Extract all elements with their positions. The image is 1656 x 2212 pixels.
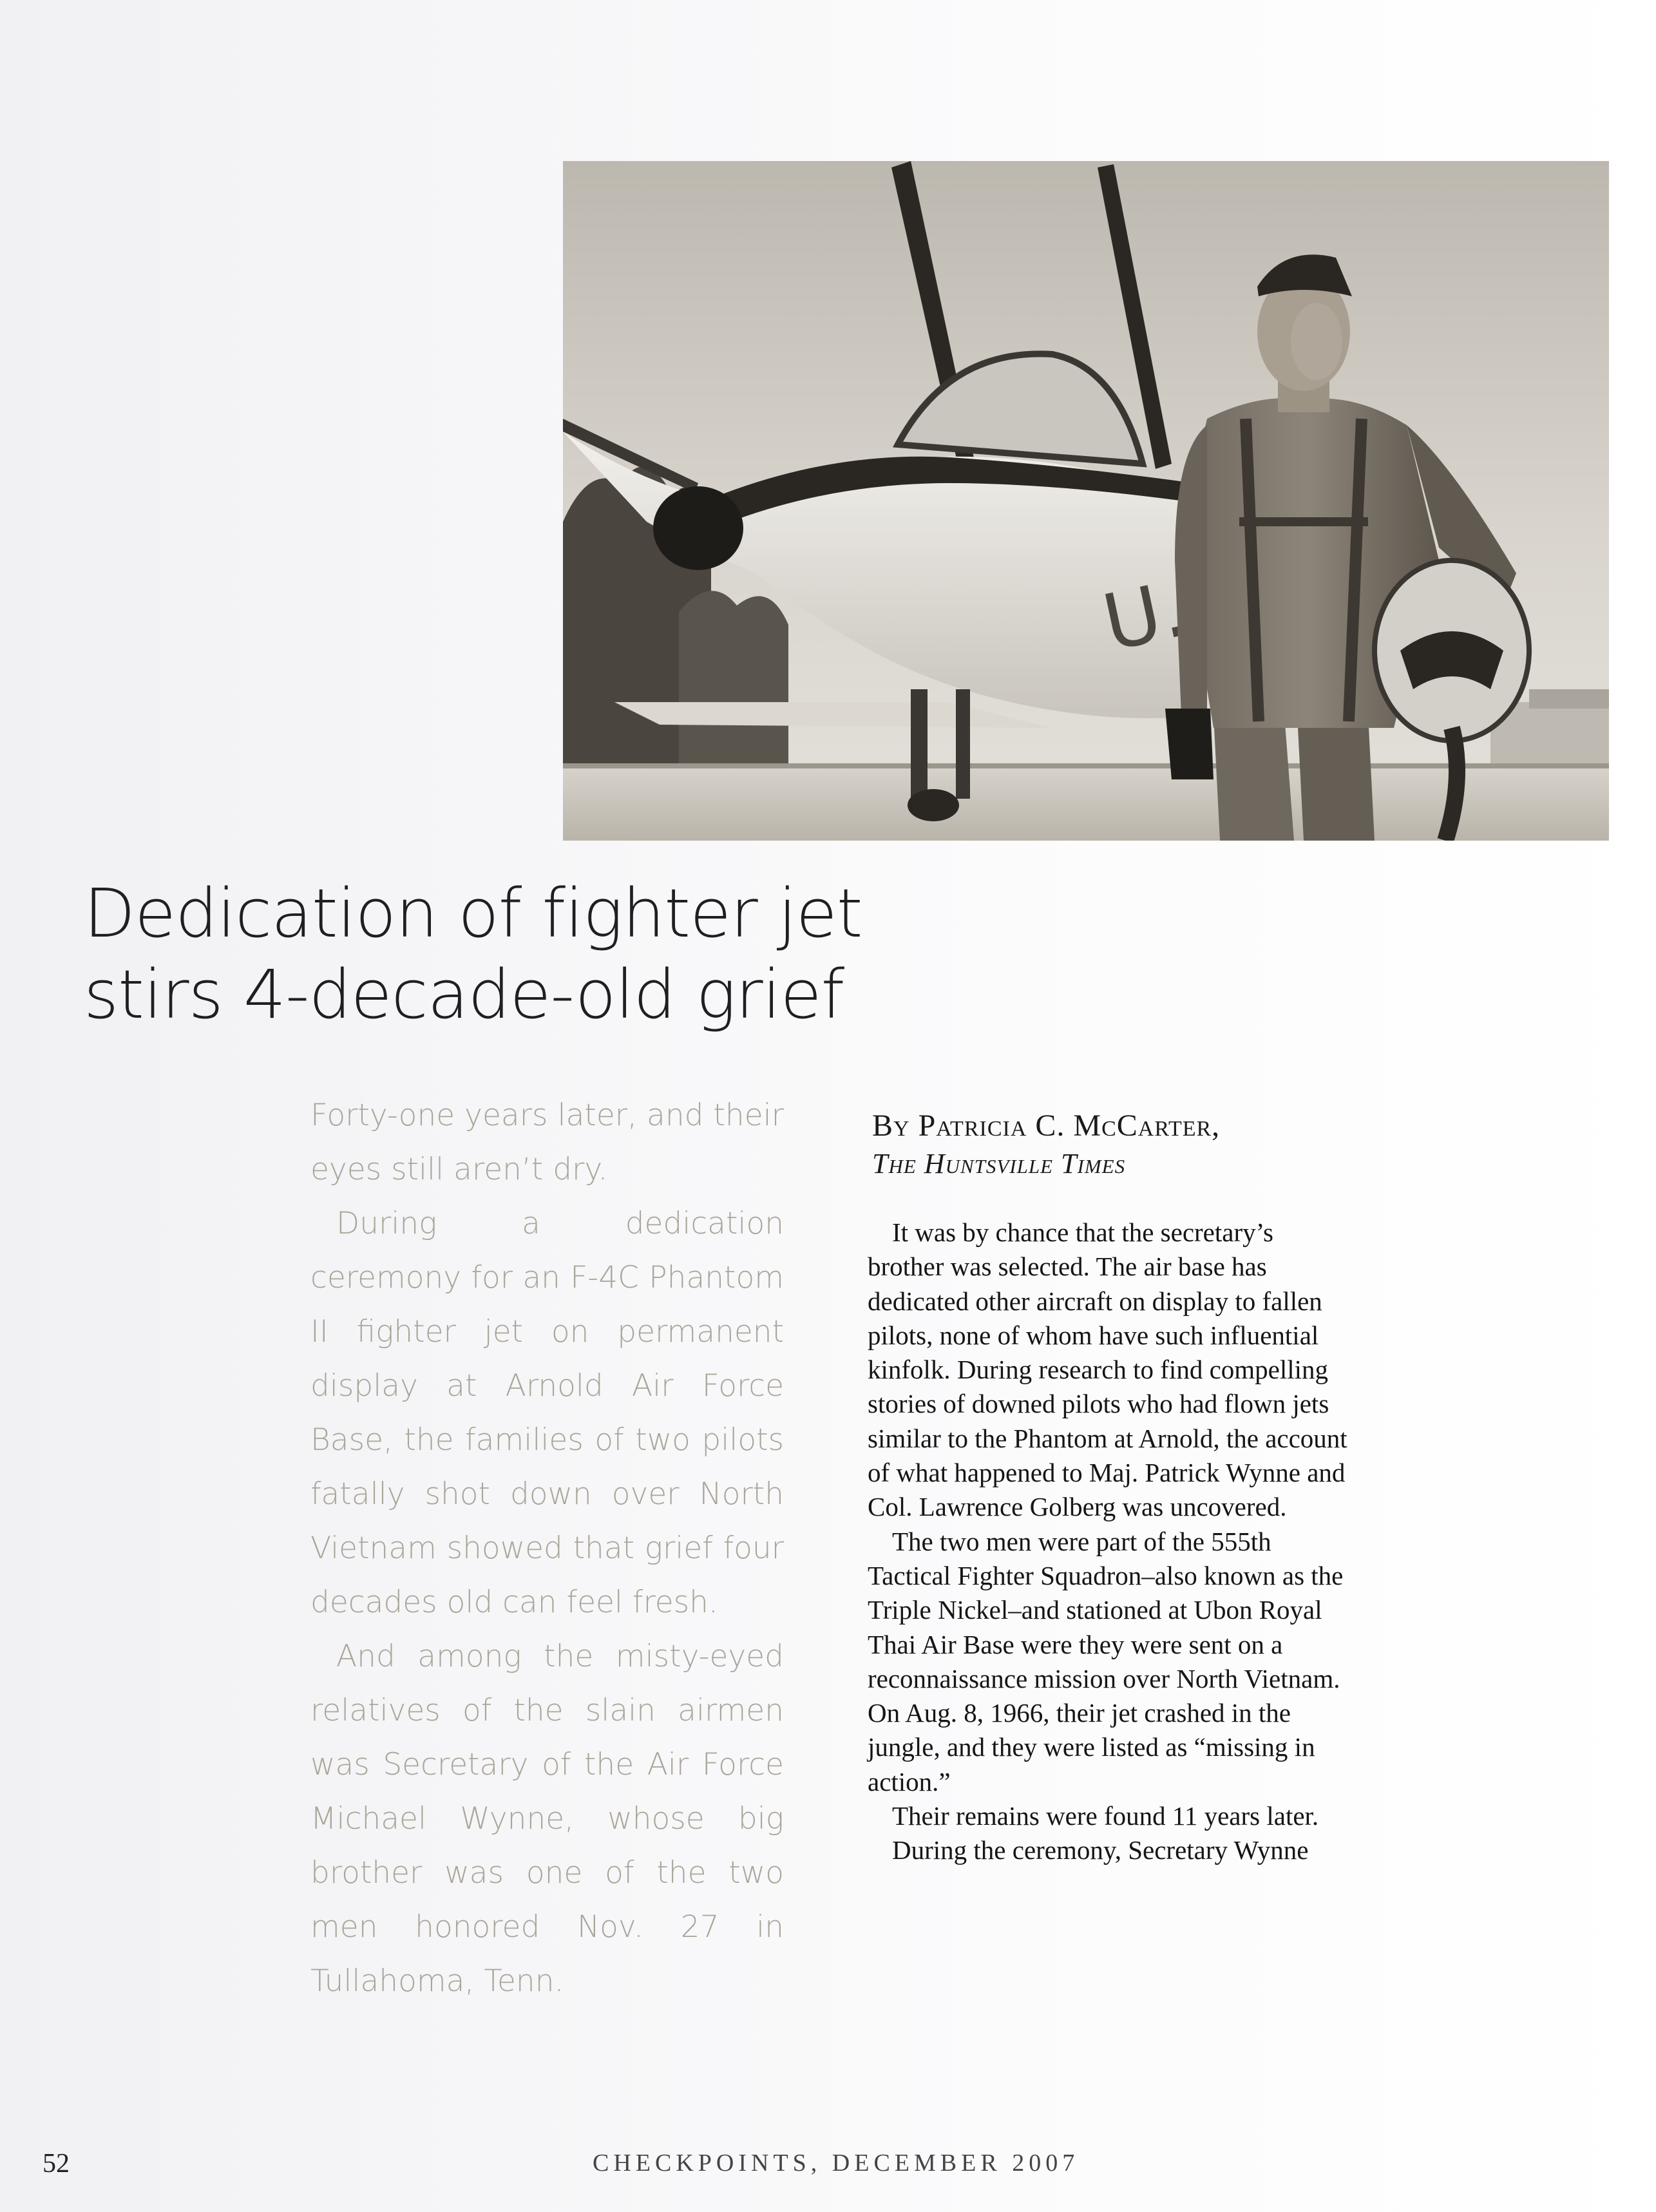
body-paragraph: During the ceremony, Secretary Wynne: [892, 1835, 1309, 1865]
headline-line-2: stirs 4-decade-old grief: [84, 955, 844, 1034]
byline-publication: The Huntsville Times: [872, 1148, 1126, 1179]
byline-author: By Patricia C. McCarter,: [872, 1109, 1221, 1143]
lede-paragraph: Forty-one years later, and their eyes still aren’t dry.: [310, 1098, 784, 1187]
body-paragraph: The two men were part of the 555th Tactical Fighter Squadron–also known as the Triple Nickel–and stationed at Ubon Royal Thai Air Base were they were sent on a reconnaissance mission over North Vietnam. On Aug. 8, 1966, their jet crashed in the jungle, and they were listed as “missing in action.”: [868, 1526, 1344, 1797]
article-headline: [84, 873, 985, 1035]
body-paragraph: Their remains were found 11 years later.: [892, 1801, 1319, 1831]
lede-paragraph: During a dedication ceremony for an F-4C Phantom II fighter jet on permanent display at Arnold Air Force Base, the families of two pilots fatally shot down over North Vietnam showed that grief four decades old can feel fresh.: [310, 1206, 784, 1620]
headline-line-1: Dedication of fighter jet: [84, 874, 862, 953]
lede-column: [310, 1089, 784, 2008]
lede-paragraph: And among the misty-eyed relatives of the slain airmen was Secretary of the Air Force Michael Wynne, whose big brother was one of the two men honored Nov. 27 in Tullahoma, Tenn.: [310, 1639, 784, 1999]
page-number: 52: [43, 2149, 70, 2179]
footer-publication: CHECKPOINTS, DECEMBER 2007: [593, 2150, 1080, 2177]
photo-pilot-with-jet-icon: [563, 161, 1609, 841]
byline: [872, 1107, 1387, 1183]
body-paragraph: It was by chance that the secretary’s brother was selected. The air base has dedicated other aircraft on display to fallen pilots, none of whom have such influential kinfolk. During research to find compelling stories of downed pilots who had flown jets similar to the Phantom at Arnold, the account of what happened to Maj. Patrick Wynne and Col. Lawrence Golberg was uncovered.: [868, 1217, 1347, 1522]
body-column: [868, 1216, 1347, 1868]
article-photo: [563, 161, 1609, 841]
